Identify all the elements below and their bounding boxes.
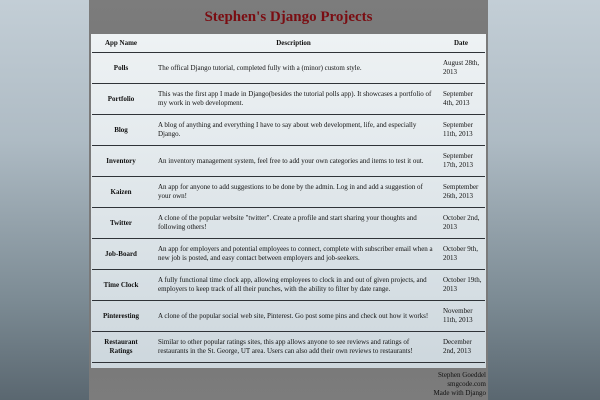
footer [366,371,486,398]
table-row [92,146,485,177]
table-row [92,239,485,270]
footer-author: Stephen Goeddel [437,371,486,379]
app-description: This was the first app I made in Django(besides the tutorial polls app). It showcases a portfolio of my work in web development. [150,84,437,115]
footer-made-with: Made with Django [433,389,486,397]
table-row [92,270,485,301]
app-description: An app for anyone to add suggestions to be done by the admin. Log in and add a suggestion of your own! [150,177,437,208]
projects-table [92,34,485,363]
app-name-link[interactable]: Twitter [92,208,150,239]
column-header-date: Date [437,34,485,53]
table-row [92,84,485,115]
app-date: December 2nd, 2013 [437,332,485,363]
app-description: The offical Django tutorial, completed fully with a (minor) custom style. [150,53,437,84]
app-date: August 28th, 2013 [437,53,485,84]
column-header-app-name: App Name [92,34,150,53]
app-description: A blog of anything and everything I have to say about web development, life, and especially Django. [150,115,437,146]
page-container [89,0,488,400]
app-name-link[interactable]: Pinteresting [92,301,150,332]
page-title: Stephen's Django Projects [204,9,373,25]
column-header-description: Description [150,34,437,53]
app-name-link[interactable]: Polls [92,53,150,84]
app-description: A fully functional time clock app, allowing employees to clock in and out of given projects, and employers to keep track of all their punches, with the ability to filter by date range. [150,270,437,301]
app-description: Similar to other popular ratings sites, this app allows anyone to see reviews and ratings of restaurants in the St. George, UT area. Users can also add their own reviews to restaurants! [150,332,437,363]
table-row [92,115,485,146]
app-date: September 17th, 2013 [437,146,485,177]
app-description: An app for employers and potential employees to connect, complete with subscriber email when a new job is posted, and easy contact between employers and job-seekers. [150,239,437,270]
table-row [92,53,485,84]
app-name-link[interactable]: Job-Board [92,239,150,270]
app-name-link[interactable]: Kaizen [92,177,150,208]
table-header-row [92,34,485,53]
table-row [92,332,485,363]
projects-panel [91,34,486,368]
app-date: October 19th, 2013 [437,270,485,301]
app-name-link[interactable]: Inventory [92,146,150,177]
app-date: November 11th, 2013 [437,301,485,332]
app-description: A clone of the popular website "twitter". Create a profile and start sharing your thoughts and following others! [150,208,437,239]
app-description: An inventory management system, feel free to add your own categories and items to test it out. [150,146,437,177]
app-date: October 9th, 2013 [437,239,485,270]
app-name-link[interactable]: Blog [92,115,150,146]
table-row [92,301,485,332]
footer-site-link[interactable]: smgcode.com [447,380,486,388]
table-row [92,177,485,208]
app-date: October 2nd, 2013 [437,208,485,239]
app-name-link[interactable]: Time Clock [92,270,150,301]
app-date: September 4th, 2013 [437,84,485,115]
app-name-link[interactable]: Restaurant Ratings [92,332,150,363]
table-row [92,208,485,239]
app-description: A clone of the popular social web site, Pinterest. Go post some pins and check out how it works! [150,301,437,332]
app-date: September 11th, 2013 [437,115,485,146]
app-name-link[interactable]: Portfolio [92,84,150,115]
app-date: Semptember 26th, 2013 [437,177,485,208]
